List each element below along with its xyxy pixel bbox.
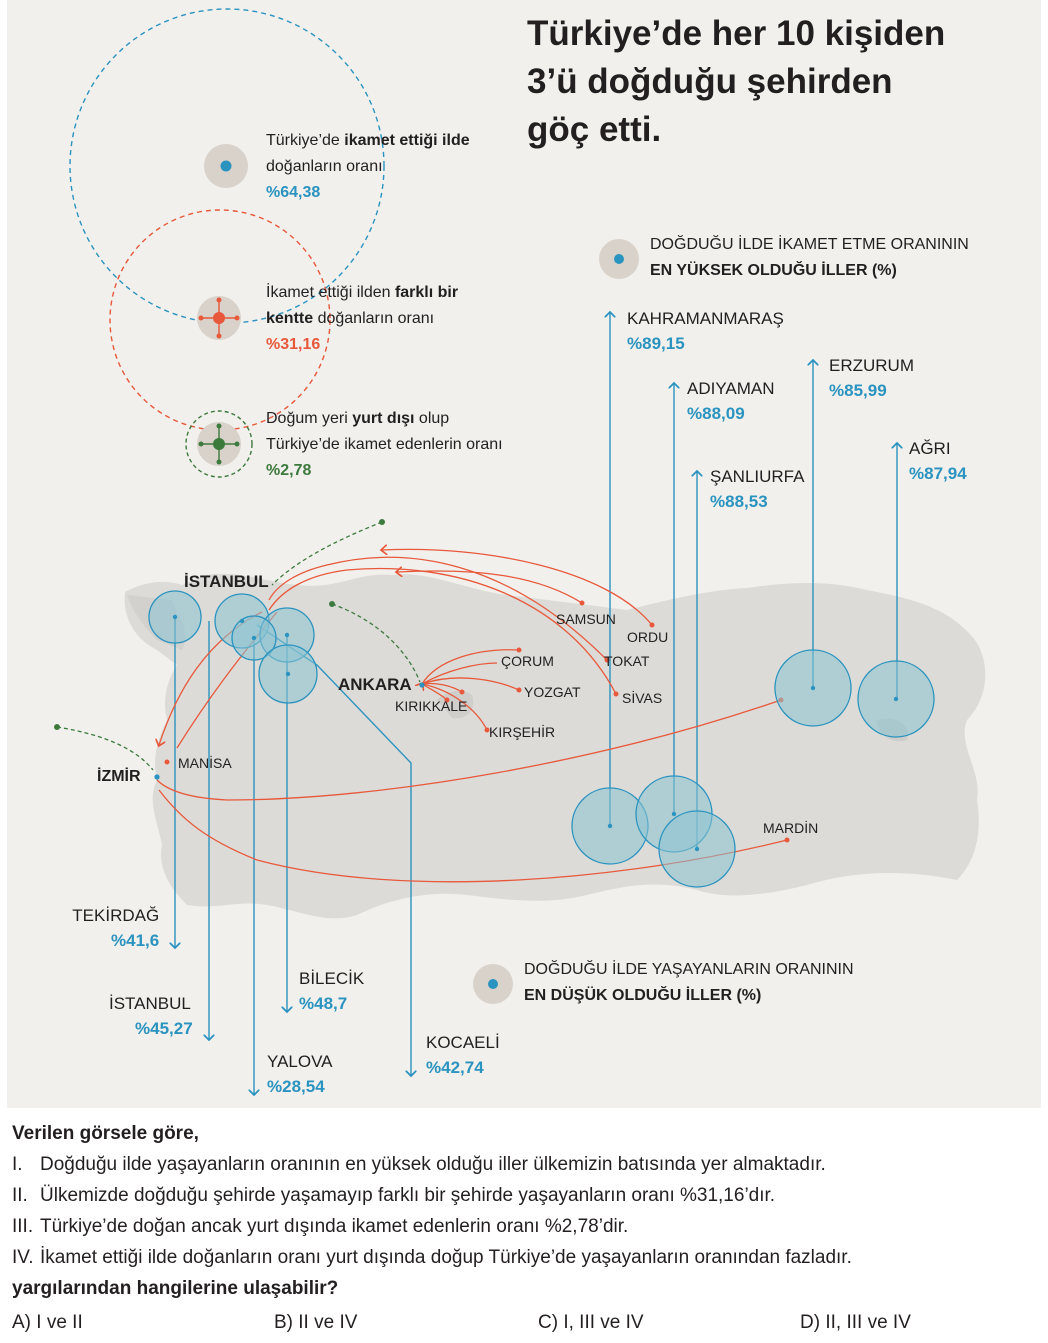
answer-options [12,1312,1042,1342]
map-label-izmir: İZMİR [97,768,141,785]
statement-1: I. Doğduğu ilde yaşayanların oranının en yüksek olduğu iller ülkemizin batısında yer almaktadır. [12,1154,826,1175]
map-label-kirsehir: KIRŞEHİR [489,724,556,740]
answer-c[interactable]: C) I, III ve IV [538,1312,644,1333]
map-label-ordu: ORDU [627,629,669,645]
question-stem: Verilen görsele göre, [12,1123,199,1144]
legend-other-city: İkamet ettiği ilden farklı bir kentte doğanların oranı %31,16 [266,284,459,353]
statement-3: III. Türkiye’de doğan ancak yurt dışında ikamet edenlerin oranı %2,78’dir. [12,1216,629,1237]
question-block [12,1118,1042,1304]
map-label-ankara: ANKARA [338,675,412,694]
answer-d[interactable]: D) II, III ve IV [800,1312,911,1333]
infographic [7,0,1041,1108]
label-bilecik: BİLECİK %48,7 [299,969,365,1013]
lowest-header: DOĞDUĞU İLDE YAŞAYANLARIN ORANININ EN DÜŞÜK OLDUĞU İLLER (%) [524,961,854,1004]
map-graphic [7,0,1041,1108]
map-label-kirikkale: KIRIKKALE [395,698,468,714]
statement-2: II. Ülkemizde doğduğu şehirde yaşamayıp farklı bir şehirde yaşayanların oranı %31,16’dır. [12,1185,776,1206]
highest-header: DOĞDUĞU İLDE İKAMET ETME ORANININ EN YÜKSEK OLDUĞU İLLER (%) [650,236,969,279]
label-istanbul-low: İSTANBUL %45,27 [109,994,193,1038]
label-erzurum: ERZURUM %85,99 [829,356,914,400]
map-label-istanbul: İSTANBUL [184,572,269,591]
map-label-yozgat: YOZGAT [524,684,581,700]
label-kocaeli: KOCAELİ %42,74 [426,1033,500,1077]
map-label-samsun: SAMSUN [556,611,616,627]
question-closing: yargılarından hangilerine ulaşabilir? [12,1278,339,1299]
statement-4: IV. İkamet ettiği ilde doğanların oranı yurt dışında doğup Türkiye’de yaşayanların oranından fazladır. [12,1247,852,1268]
label-agri: AĞRI %87,94 [909,439,967,483]
map-label-tokat: TOKAT [604,653,650,669]
map-label-sivas: SİVAS [622,690,663,706]
map-label-manisa: MANİSA [178,755,232,771]
answer-a[interactable]: A) I ve II [12,1312,83,1333]
answer-b[interactable]: B) II ve IV [274,1312,358,1333]
label-sanliurfa: ŞANLIURFA %88,53 [710,467,805,511]
label-yalova: YALOVA %28,54 [267,1052,333,1096]
label-adiyaman: ADIYAMAN %88,09 [687,379,775,423]
map-label-corum: ÇORUM [501,653,554,669]
label-kahramanmaras: KAHRAMANMARAŞ %89,15 [627,309,784,353]
legend-abroad: Doğum yeri yurt dışı olup Türkiye’de ikamet edenlerin oranı %2,78 [266,410,503,479]
infographic-title: Türkiye’de her 10 kişiden 3’ü doğduğu şehirden göç etti. [527,14,946,149]
legend-same-city: Türkiye’de ikamet ettiği ilde doğanların oranı %64,38 [266,132,470,201]
map-label-mardin: MARDİN [763,820,819,836]
label-tekirdag: TEKİRDAĞ %41,6 [72,906,160,950]
